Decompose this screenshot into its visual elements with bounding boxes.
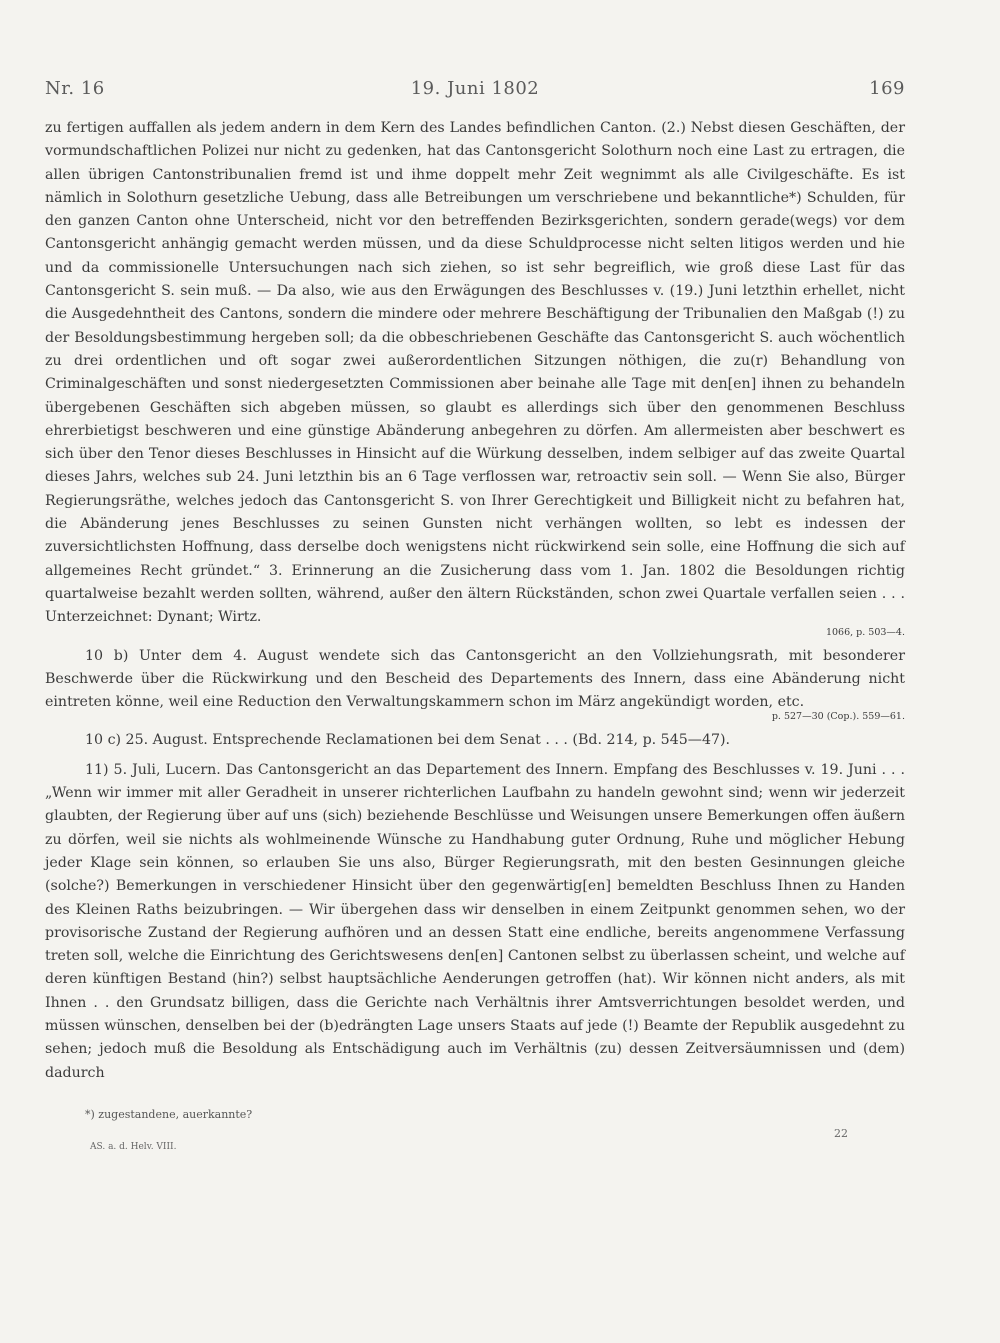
paragraph-11	[45, 759, 905, 1085]
paragraph-text: 10 c) 25. August. Entsprechende Reclamationen bei dem Senat . . . (Bd. 214, p. 545—47).	[85, 732, 731, 749]
paragraph-continuation	[45, 117, 905, 630]
page-header	[45, 70, 905, 100]
paragraph-text: 11) 5. Juli, Lucern. Das Cantonsgericht an das Departement des Innern. Empfang des Beschlusses v. 19. Juni . . . „Wenn wir immer mit aller Geradheit in unserer richterlichen Laufbahn zu handeln gewohnt sind; wenn wir jederzeit glaubten, der Regierung über auf uns (sich) beziehende Beschlüsse und Weisungen unsere Bemerkungen offen äußern zu dörfen, weil sie nichts als wohlmeinende Wünsche zu Handhabung guter Ordnung, Ruhe und möglicher Hebung jeder Klage sein können, so erlauben Sie uns also, Bürger Regierungsrath, mit den besten Gesinnungen gleiche (solche?) Bemerkungen in verschiedener Hinsicht über den gegenwärtig[en] bemeldten Beschluss Ihnen zu Handen des Kleinen Raths beizubringen. — Wir übergehen dass wir denselben in einem Zeitpunkt genommen sehen, wo der provisorische Zustand der Regierung aufhören und an dessen Statt eine endliche, bereits angenommene Verfassung treten soll, welche die Einrichtung des Gerichtswesens den[en] Cantonen selbst zu überlassen scheint, und welche auf deren künftigen Bestand (hin?) selbst hauptsächliche Aenderungen getroffen (hat). Wir können nicht anders, als mit Ihnen . . den Grundsatz billigen, dass die Gerichte nach Verhältnis ihrer Amtsverrichtungen besoldet werden, und müssen wünschen, denselben bei der (b)edrängten Lage unsers Staats auf jede (!) Beamte der Republik ausgedehnt zu sehen; jedoch muß die Besoldung als Entschädigung auch im Verhältnis (zu) dessen Zeitversäumnissen und (dem) dadurch	[45, 761, 905, 1081]
page-number: 169	[869, 78, 905, 99]
paragraph-text: 10 b) Unter dem 4. August wendete sich das Cantonsgericht an den Vollziehungsrath, mit besonderer Beschwerde über die Rückwirkung und den Bescheid des Departements des Innern, dass eine Abänderung nicht eintreten könne, weil eine Reduction den Verwaltungskammern schon im März angekündigt worden, etc.	[45, 647, 905, 711]
page-date: 19. Juni 1802	[410, 78, 540, 99]
footnote: *) zugestandene, auerkannte?	[85, 1108, 253, 1121]
signature-mark: 22	[834, 1127, 848, 1140]
reference-1066: 1066, p. 503—4.	[825, 626, 905, 638]
paragraph-10b	[45, 645, 905, 715]
footer-source: AS. a. d. Helv. VIII.	[90, 1142, 177, 1152]
paragraph-10c	[45, 729, 905, 752]
reference-p527: p. 527—30 (Cop.). 559—61.	[771, 711, 905, 723]
document-number: Nr. 16	[45, 78, 105, 99]
page-body	[45, 117, 905, 1085]
paragraph-text: zu fertigen auffallen als jedem andern in dem Kern des Landes befindlichen Canton. (2.) Nebst diesen Geschäften, der vormundschaftlichen Polizei nur nicht zu gedenken, hat das Cantonsgericht Solothurn noch eine Last zu ertragen, die allen übrigen Cantonstribunalien fremd ist und ihme doppelt mehr Zeit wegnimmt als alle Civilgeschäfte. Es ist nämlich in Solothurn gesetzliche Uebung, dass alle Betreibungen um verschriebene und bekanntliche*) Schulden, für den ganzen Canton ohne Unterscheid, nicht vor den betreffenden Bezirksgerichten, sondern gerade(wegs) vor dem Cantonsgericht anhängig gemacht werden müssen, und da diese Schuldprocesse nicht selten litigos werden und hie und da commissionelle Untersuchungen nach sich ziehen, so ist sehr begreiflich, wie groß diese Last für das Cantonsgericht S. sein muß. — Da also, wie aus den Erwägungen des Beschlusses v. (19.) Juni letzthin erhellet, nicht die Ausgedehntheit des Cantons, sondern die mindere oder mehrere Beschäftigung der Tribunalien den Maßgab (!) zu der Besoldungsbestimmung hergeben soll; da die obbeschriebenen Geschäfte das Cantonsgericht S. auch wöchentlich zu drei ordentlichen und oft sogar zwei außerordentlichen Sitzungen nöthigen, die zu(r) Behandlung von Criminalgeschäften und sonst niedergesetzten Commissionen aber beinahe alle Tage mit den[en] ihnen zu behandeln übergebenen Geschäften sich abgeben müssen, so glaubt es allerdings sich über den genommenen Beschluss ehrerbietigst beschweren und eine günstige Abänderung anbegehren zu dörfen. Am allermeisten aber beschwert es sich über den Tenor dieses Beschlusses in Hinsicht auf die Würkung desselben, indem selbiger auf das zweite Quartal dieses Jahrs, welches sub 24. Juni letzthin bis an 6 Tage verflossen war, retroactiv sein soll. — Wenn Sie also, Bürger Regierungsräthe, welches jedoch das Cantonsgericht S. von Ihrer Gerechtigkeit und Billigkeit nicht zu befahren hat, die Abänderung jenes Beschlusses zu seinen Gunsten nicht verhängen wollten, so lebt es indessen der zuversichtlichsten Hoffnung, dass derselbe doch wenigstens nicht rückwirkend sein solle, eine Hoffnung die sich auf allgemeines Recht gründet.“ 3. Erinnerung an die Zusicherung dass vom 1. Jan. 1802 die Besoldungen richtig quartalweise bezahlt werden sollten, während, außer den ältern Rückständen, schon zwei Quartale verfallen seien . . . Unterzeichnet: Dynant; Wirtz.	[45, 120, 905, 626]
